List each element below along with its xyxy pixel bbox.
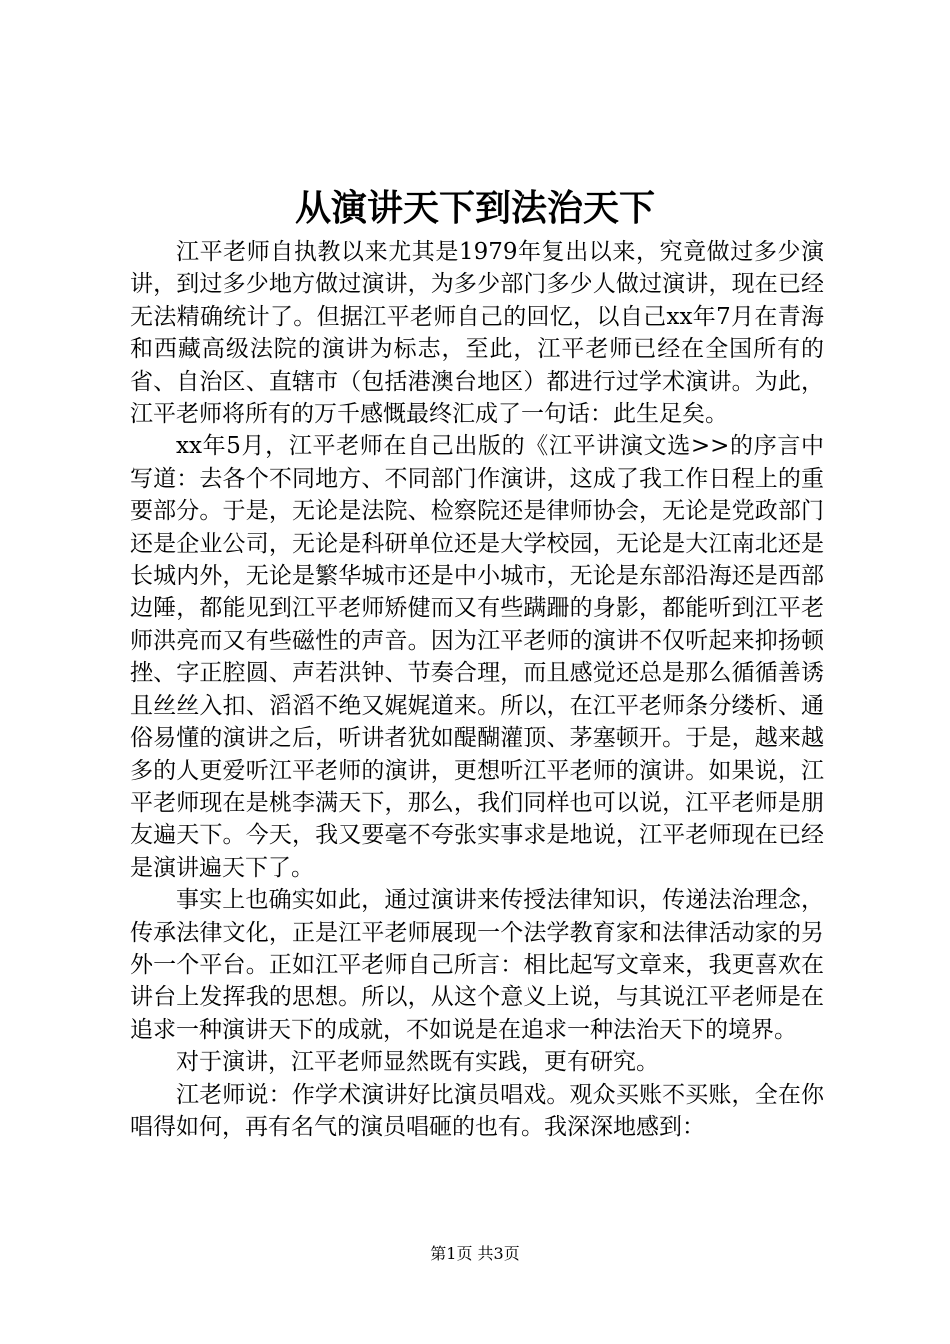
paragraph: 江平老师自执教以来尤其是1979年复出以来，究竟做过多少演讲，到过多少地方做过演讲，为多少部门多少人做过演讲，现在已经无法精确统计了。但据江平老师自己的回忆，以自己xx年7月在青海和西藏高级法院的演讲为标志，至此，江平老师已经在全国所有的省、自治区、直辖市（包括港澳台地区）都进行过学术演讲。为此，江平老师将所有的万千感慨最终汇成了一句话：此生足矣。 [130, 239, 824, 428]
paragraph: 对于演讲，江平老师显然既有实践，更有研究。 [176, 1049, 659, 1076]
document-body [130, 236, 824, 1143]
paragraph: 江老师说：作学术演讲好比演员唱戏。观众买账不买账，全在你唱得如何，再有名气的演员唱砸的也有。我深深地感到： [130, 1081, 824, 1140]
document-title: 从演讲天下到法治天下 [294, 187, 655, 229]
paragraph: xx年5月，江平老师在自己出版的《江平讲演文选>>的序言中写道：去各个不同地方、不同部门作演讲，这成了我工作日程上的重要部分。于是，无论是法院、检察院还是律师协会，无论是党政部门还是企业公司，无论是科研单位还是大学校园，无论是大江南北还是长城内外，无论是繁华城市还是中小城市，无论是东部沿海还是西部边陲，都能见到江平老师矫健而又有些蹒跚的身影，都能听到江平老师洪亮而又有些磁性的声音。因为江平老师的演讲不仅听起来抑扬顿挫、字正腔圆、声若洪钟、节奏合理，而且感觉还总是那么循循善诱且丝丝入扣、滔滔不绝又娓娓道来。所以，在江平老师条分缕析、通俗易懂的演讲之后，听讲者犹如醍醐灌顶、茅塞顿开。于是，越来越多的人更爱听江平老师的演讲，更想听江平老师的演讲。如果说，江平老师现在是桃李满天下，那么，我们同样也可以说，江平老师是朋友遍天下。今天，我又要毫不夸张实事求是地说，江平老师现在已经是演讲遍天下了。 [130, 433, 824, 881]
page-footer: 第1页 共3页 [430, 1244, 520, 1263]
paragraph: 事实上也确实如此，通过演讲来传授法律知识，传递法治理念，传承法律文化，正是江平老师展现一个法学教育家和法律活动家的另外一个平台。正如江平老师自己所言：相比起写文章来，我更喜欢在讲台上发挥我的思想。所以，从这个意义上说，与其说江平老师是在追求一种演讲天下的成就，不如说是在追求一种法治天下的境界。 [130, 887, 824, 1043]
